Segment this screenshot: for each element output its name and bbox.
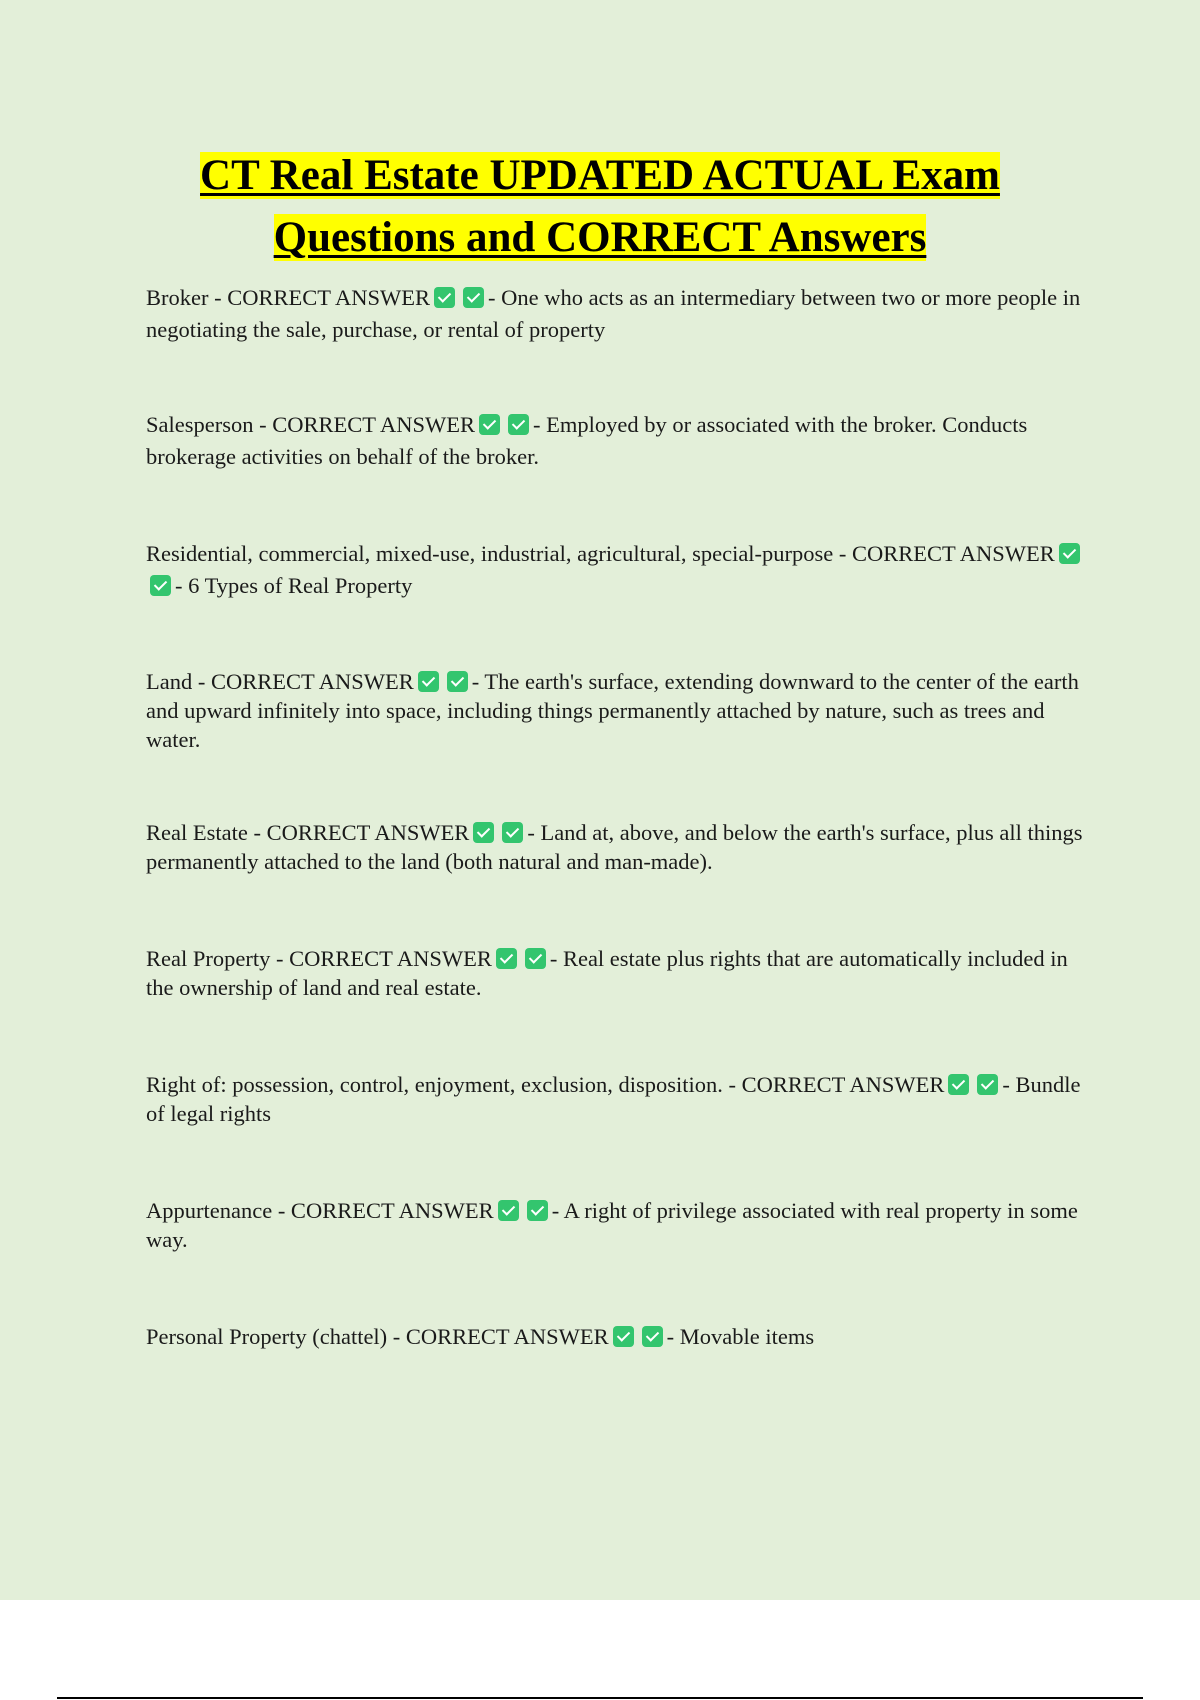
qa-list [146, 282, 1086, 1415]
entry-term: Real Estate - CORRECT ANSWER [146, 820, 470, 845]
entry-term: Residential, commercial, mixed-use, industrial, agricultural, special-purpose - CORRECT ANSWER [146, 541, 1055, 566]
entry-definition: - Employed by or associated with the broker. Conducts brokerage activities on behalf of the broker. [146, 412, 1028, 469]
entry-definition: - 6 Types of Real Property [175, 572, 413, 598]
entry-term: Salesperson - CORRECT ANSWER [146, 412, 475, 437]
entry-definition: - A right of privilege associated with real property in some way. [146, 1198, 1078, 1252]
entry-definition: - Real estate plus rights that are automatically included in the ownership of land and real estate. [146, 946, 1068, 1000]
qa-entry [146, 409, 1086, 472]
green-checkmark-icon [479, 414, 500, 435]
title-line-1: CT Real Estate UPDATED ACTUAL Exam [200, 152, 1000, 199]
green-checkmark-icon [418, 671, 439, 692]
entry-term: Real Property - CORRECT ANSWER [146, 946, 492, 971]
green-checkmark-icon [613, 1326, 634, 1347]
green-checkmark-icon [150, 575, 171, 596]
qa-entry [146, 1070, 1086, 1128]
qa-entry [146, 538, 1086, 601]
green-checkmark-icon [527, 1200, 548, 1221]
green-checkmark-icon [1059, 543, 1080, 564]
entry-definition: - Land at, above, and below the earth's surface, plus all things permanently attached to the land (both natural and man-made). [146, 820, 1083, 874]
entry-definition: - One who acts as an intermediary between two or more people in negotiating the sale, purchase, or rental of property [146, 285, 1081, 342]
green-checkmark-icon [463, 287, 484, 308]
qa-entry [146, 1322, 1086, 1351]
qa-entry [146, 282, 1086, 345]
green-checkmark-icon [508, 414, 529, 435]
green-checkmark-icon [496, 948, 517, 969]
entry-definition: - The earth's surface, extending downward to the center of the earth and upward infinitely into space, including things permanently attached by nature, such as trees and water. [146, 669, 1079, 752]
qa-entry [146, 944, 1086, 1002]
entry-term: Broker - CORRECT ANSWER [146, 285, 430, 310]
footer-divider [57, 1697, 1143, 1699]
green-checkmark-icon [434, 287, 455, 308]
green-checkmark-icon [642, 1326, 663, 1347]
green-checkmark-icon [473, 822, 494, 843]
green-checkmark-icon [502, 822, 523, 843]
qa-entry [146, 667, 1086, 754]
entry-term: Right of: possession, control, enjoyment, exclusion, disposition. - CORRECT ANSWER [146, 1072, 945, 1097]
entry-term: Land - CORRECT ANSWER [146, 669, 414, 694]
green-checkmark-icon [525, 948, 546, 969]
entry-definition: - Movable items [666, 1324, 815, 1349]
qa-entry [146, 1196, 1086, 1254]
title-line-2: Questions and CORRECT Answers [273, 214, 927, 261]
green-checkmark-icon [498, 1200, 519, 1221]
entry-term: Personal Property (chattel) - CORRECT ANSWER [146, 1324, 609, 1349]
green-checkmark-icon [977, 1074, 998, 1095]
qa-entry [146, 818, 1086, 876]
page-title [0, 145, 1200, 269]
entry-definition: - Bundle of legal rights [146, 1072, 1081, 1126]
entry-term: Appurtenance - CORRECT ANSWER [146, 1198, 494, 1223]
green-checkmark-icon [447, 671, 468, 692]
green-checkmark-icon [948, 1074, 969, 1095]
